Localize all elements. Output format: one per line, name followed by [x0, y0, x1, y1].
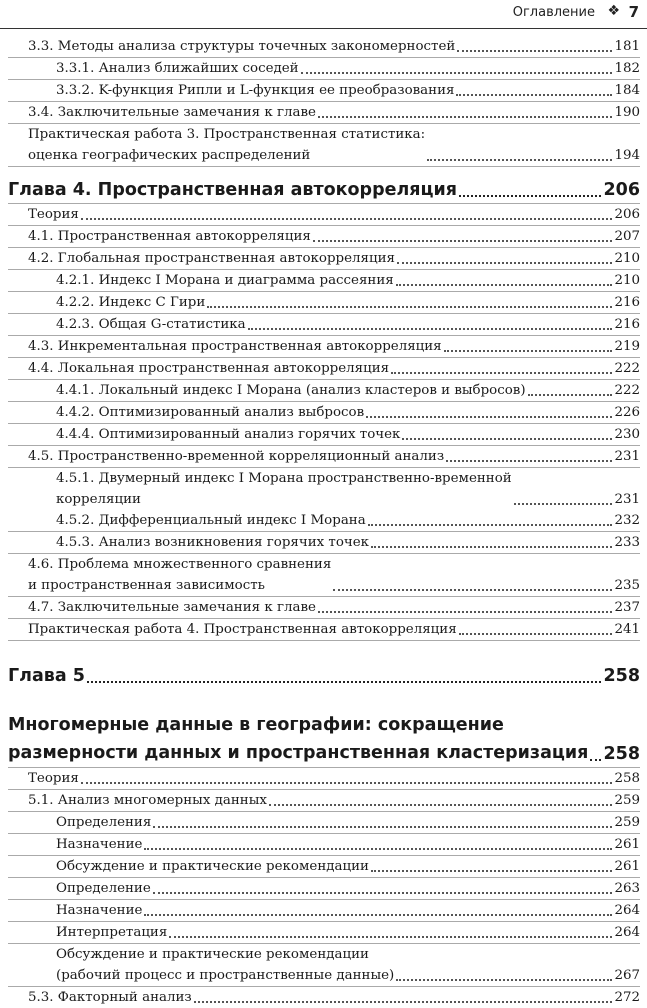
leader-dots	[207, 306, 612, 308]
toc-entry[interactable]	[8, 554, 640, 597]
toc-entry[interactable]	[8, 80, 640, 102]
toc-entry[interactable]	[8, 424, 640, 446]
toc-entry-title: Обсуждение и практические рекомендации	[56, 947, 369, 962]
toc-entry[interactable]	[8, 510, 640, 532]
toc-entry-page: 216	[614, 317, 640, 332]
chapter-heading[interactable]	[8, 177, 640, 204]
toc-entry-page: 232	[614, 513, 640, 528]
leader-dots	[457, 50, 612, 52]
toc-entry-page: 259	[614, 815, 640, 830]
leader-dots	[301, 72, 613, 74]
toc-entry[interactable]	[8, 102, 640, 124]
chapter-page: 206	[603, 180, 640, 200]
toc-entry-title: 4.2.1. Индекс I Морана и диаграмма рассеяния	[56, 273, 394, 288]
leader-dots	[318, 116, 612, 118]
toc-entry[interactable]	[8, 36, 640, 58]
ornament-icon: ❖	[607, 3, 620, 19]
toc-entry-title: 4.2.3. Общая G-статистика	[56, 317, 246, 332]
toc-entry-page: 264	[614, 903, 640, 918]
chapter-heading[interactable]	[8, 663, 640, 689]
toc-entry[interactable]	[8, 922, 640, 944]
toc-entry-title: 4.6. Проблема множественного сравнения	[28, 557, 332, 572]
toc-entry[interactable]	[8, 380, 640, 402]
toc-entry-title: Интерпретация	[56, 925, 168, 940]
toc-entry-page: 231	[614, 449, 640, 464]
toc-entry-title: Обсуждение и практические рекомендации	[56, 859, 369, 874]
toc-entry-page: 241	[614, 622, 640, 637]
toc-entry[interactable]	[8, 900, 640, 922]
toc-entry-title: 4.2.2. Индекс C Гири	[56, 295, 206, 310]
toc-entry-page: 207	[614, 229, 640, 244]
toc-entry[interactable]	[8, 944, 640, 987]
toc-entry-title: (рабочий процесс и пространственные данные)	[56, 968, 395, 983]
toc-entry-page: 267	[614, 968, 640, 983]
toc-entry-page: 261	[614, 859, 640, 874]
toc-entry[interactable]	[8, 834, 640, 856]
toc-entry-page: 226	[614, 405, 640, 420]
toc-entry-page: 261	[614, 837, 640, 852]
toc-entry-page: 216	[614, 295, 640, 310]
toc-entry-title: 3.3. Методы анализа структуры точечных закономерностей	[28, 39, 456, 54]
leader-dots	[402, 438, 612, 440]
toc-entry-title: Назначение	[56, 903, 143, 918]
toc-entry-page: 219	[614, 339, 640, 354]
toc-entry-title: Теория	[28, 771, 79, 786]
toc-entry-title: 4.2. Глобальная пространственная автокорреляция	[28, 251, 395, 266]
toc-entry[interactable]	[8, 987, 640, 1008]
toc-entry-title: 4.5. Пространственно-временной корреляционный анализ	[28, 449, 445, 464]
leader-dots	[397, 262, 612, 264]
chapter-title: Многомерные данные в географии: сокращение	[8, 715, 504, 735]
toc-entry[interactable]	[8, 532, 640, 554]
chapter-title: Глава 4. Пространственная автокорреляция	[8, 180, 457, 200]
toc-entry-title: Определение	[56, 881, 151, 896]
toc-entry-title: 4.3. Инкрементальная пространственная автокорреляция	[28, 339, 442, 354]
toc-entry[interactable]	[8, 336, 640, 358]
toc-entry-page: 190	[614, 105, 640, 120]
toc-entry-page: 206	[614, 207, 640, 222]
leader-dots	[427, 159, 612, 161]
toc-entry[interactable]	[8, 790, 640, 812]
toc-entry-page: 181	[614, 39, 640, 54]
toc-entry-page: 272	[614, 990, 640, 1005]
toc-entry-title: и пространственная зависимость	[28, 578, 265, 593]
toc-entry[interactable]	[8, 812, 640, 834]
leader-dots	[81, 782, 613, 784]
leader-dots	[366, 416, 612, 418]
toc-entry[interactable]	[8, 619, 640, 641]
leader-dots	[396, 979, 612, 981]
leader-dots	[144, 848, 612, 850]
toc-entry-title: 4.4.2. Оптимизированный анализ выбросов	[56, 405, 365, 420]
toc-entry-title: 4.4. Локальная пространственная автокорреляция	[28, 361, 390, 376]
toc-entry[interactable]	[8, 124, 640, 167]
leader-dots	[459, 195, 601, 197]
toc-entry-page: 231	[614, 492, 640, 507]
toc-entry-title: 3.3.1. Анализ ближайших соседей	[56, 61, 299, 76]
toc-entry-title: Теория	[28, 207, 79, 222]
toc-entry-page: 182	[614, 61, 640, 76]
leader-dots	[391, 372, 612, 374]
toc-entry-page: 233	[614, 535, 640, 550]
leader-dots	[318, 611, 612, 613]
toc-entry[interactable]	[8, 597, 640, 619]
toc-entry[interactable]	[8, 292, 640, 314]
toc-entry-title: 4.5.2. Дифференциальный индекс I Морана	[56, 513, 366, 528]
toc-entry[interactable]	[8, 878, 640, 900]
toc-entry[interactable]	[8, 768, 640, 790]
toc-entry-title: Определения	[56, 815, 152, 830]
toc-entry[interactable]	[8, 446, 640, 468]
leader-dots	[333, 589, 612, 591]
leader-dots	[590, 759, 601, 761]
toc-entry-title: оценка географических распределений	[28, 148, 311, 163]
toc-entry[interactable]	[8, 248, 640, 270]
chapter-title: размерности данных и пространственная кластеризация	[8, 743, 589, 763]
toc-entry-title: 4.4.4. Оптимизированный анализ горячих точек	[56, 427, 401, 442]
toc-entry-title: 5.1. Анализ многомерных данных	[28, 793, 267, 808]
leader-dots	[371, 546, 612, 548]
toc-entry-title: 4.7. Заключительные замечания к главе	[28, 600, 316, 615]
toc-entry[interactable]	[8, 358, 640, 380]
toc-entry-title: корреляции	[56, 492, 141, 507]
leader-dots	[313, 240, 613, 242]
toc-entry-page: 263	[614, 881, 640, 896]
leader-dots	[81, 218, 613, 220]
toc-entry-page: 235	[614, 578, 640, 593]
toc-entry-page: 210	[614, 251, 640, 266]
leader-dots	[153, 892, 613, 894]
toc-entry-title: 3.4. Заключительные замечания к главе	[28, 105, 316, 120]
header-title: Оглавление	[512, 5, 595, 20]
leader-dots	[153, 826, 612, 828]
leader-dots	[169, 936, 612, 938]
toc-entry[interactable]	[8, 270, 640, 292]
leader-dots	[456, 94, 612, 96]
toc-entry[interactable]	[8, 856, 640, 878]
table-of-contents	[8, 36, 640, 1008]
leader-dots	[446, 460, 612, 462]
toc-entry-title: 4.1. Пространственная автокорреляция	[28, 229, 311, 244]
chapter-heading[interactable]	[8, 711, 640, 768]
toc-entry-page: 184	[614, 83, 640, 98]
leader-dots	[514, 503, 613, 505]
toc-entry-page: 222	[614, 361, 640, 376]
toc-entry-title: 5.3. Факторный анализ	[28, 990, 192, 1005]
toc-entry[interactable]	[8, 468, 640, 510]
chapter-page: 258	[603, 744, 640, 764]
toc-entry-title: 3.3.2. K-функция Рипли и L-функция ее преобразования	[56, 83, 455, 98]
toc-entry[interactable]	[8, 314, 640, 336]
toc-entry-title: 4.4.1. Локальный индекс I Морана (анализ кластеров и выбросов)	[56, 383, 526, 398]
toc-entry[interactable]	[8, 58, 640, 80]
leader-dots	[368, 524, 613, 526]
toc-entry-page: 222	[614, 383, 640, 398]
leader-dots	[459, 633, 613, 635]
chapter-title: Глава 5	[8, 666, 85, 686]
leader-dots	[194, 1001, 613, 1003]
leader-dots	[144, 914, 612, 916]
toc-entry-page: 210	[614, 273, 640, 288]
toc-entry-page: 230	[614, 427, 640, 442]
toc-entry[interactable]	[8, 402, 640, 424]
toc-entry-title: 4.5.1. Двумерный индекс I Морана пространственно-временной	[56, 471, 512, 486]
toc-entry-title: 4.5.3. Анализ возникновения горячих точек	[56, 535, 370, 550]
toc-entry-title: Практическая работа 4. Пространственная автокорреляция	[28, 622, 457, 637]
leader-dots	[396, 284, 613, 286]
toc-entry-page: 258	[614, 771, 640, 786]
toc-entry-page: 259	[614, 793, 640, 808]
leader-dots	[87, 681, 602, 683]
leader-dots	[528, 394, 613, 396]
toc-entry-page: 237	[614, 600, 640, 615]
leader-dots	[248, 328, 613, 330]
toc-entry[interactable]	[8, 226, 640, 248]
toc-entry-title: Назначение	[56, 837, 143, 852]
running-header	[0, 0, 647, 29]
toc-entry-title: Практическая работа 3. Пространственная статистика:	[28, 127, 426, 142]
chapter-page: 258	[603, 666, 640, 686]
page-number: 7	[628, 3, 639, 21]
leader-dots	[371, 870, 613, 872]
toc-entry-page: 194	[614, 148, 640, 163]
leader-dots	[269, 804, 613, 806]
toc-entry[interactable]	[8, 204, 640, 226]
leader-dots	[444, 350, 613, 352]
toc-entry-page: 264	[614, 925, 640, 940]
